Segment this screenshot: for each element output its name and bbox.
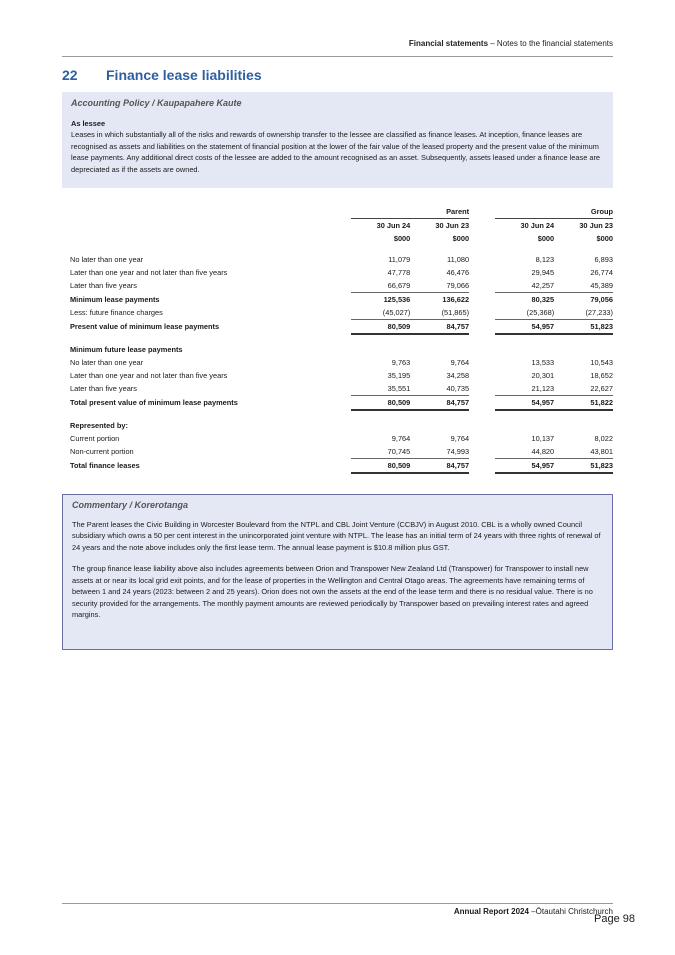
cell: 9,764 bbox=[450, 358, 470, 367]
table-row bbox=[70, 382, 613, 396]
cell: (25,368) bbox=[495, 306, 554, 320]
cell: 54,957 bbox=[495, 459, 554, 474]
page-number: Page 98 bbox=[594, 913, 635, 925]
cell: 80,509 bbox=[351, 396, 410, 411]
cell: 20,301 bbox=[531, 371, 555, 380]
table-row bbox=[70, 459, 613, 474]
footer-location: –Ōtautahi Christchurch bbox=[528, 907, 613, 916]
unit-header-row bbox=[70, 232, 613, 245]
row-label: Later than one year and not later than five years bbox=[70, 268, 228, 277]
row-label: Later than one year and not later than five years bbox=[70, 371, 228, 380]
policy-subheading: As lessee bbox=[71, 118, 106, 128]
cell: 79,056 bbox=[590, 295, 613, 304]
cell: 80,509 bbox=[351, 320, 410, 335]
table-row bbox=[70, 343, 613, 356]
note-number: 22 bbox=[62, 67, 78, 83]
cell: 42,257 bbox=[495, 279, 554, 293]
note-title: Finance lease liabilities bbox=[106, 67, 262, 83]
cell: 34,258 bbox=[446, 371, 470, 380]
row-label: Total finance leases bbox=[70, 461, 140, 471]
cell: 47,778 bbox=[387, 268, 411, 277]
col-date: 30 Jun 23 bbox=[579, 221, 613, 230]
cell: (27,233) bbox=[554, 306, 613, 320]
cell: 40,735 bbox=[410, 382, 469, 396]
table-row bbox=[70, 306, 613, 320]
cell: 10,137 bbox=[531, 434, 555, 443]
cell: 22,627 bbox=[554, 382, 613, 396]
col-date: 30 Jun 24 bbox=[376, 221, 411, 230]
accounting-policy-box bbox=[62, 92, 613, 188]
cell: 80,509 bbox=[351, 459, 410, 474]
cell: 21,123 bbox=[495, 382, 554, 396]
page-title bbox=[62, 67, 613, 83]
table-row bbox=[70, 266, 613, 279]
cell: 9,763 bbox=[391, 358, 411, 367]
cell: 125,536 bbox=[383, 295, 411, 304]
cell: 26,774 bbox=[590, 268, 613, 277]
footer-report-title: Annual Report 2024 bbox=[453, 907, 529, 916]
cell: 66,679 bbox=[351, 279, 410, 293]
group-header-row bbox=[70, 205, 613, 219]
cell: 80,325 bbox=[531, 295, 555, 304]
cell: 74,993 bbox=[410, 445, 469, 459]
cell: 84,757 bbox=[410, 459, 469, 474]
table-row bbox=[70, 279, 613, 293]
table-row bbox=[70, 320, 613, 335]
table-row bbox=[70, 369, 613, 382]
cell: 11,080 bbox=[447, 255, 470, 264]
cell: 8,123 bbox=[535, 255, 555, 264]
section-label: Represented by: bbox=[70, 421, 128, 430]
section-label: Minimum future lease payments bbox=[70, 345, 183, 354]
cell: 18,652 bbox=[590, 371, 613, 380]
header-section: Financial statements bbox=[408, 39, 489, 48]
cell: (51,865) bbox=[410, 306, 469, 320]
row-label: No later than one year bbox=[70, 358, 144, 367]
policy-heading: Accounting Policy / Kaupapahere Kaute bbox=[71, 98, 242, 108]
cell: 44,820 bbox=[495, 445, 554, 459]
table-row bbox=[70, 356, 613, 369]
group-header: Group bbox=[495, 205, 613, 219]
cell: 43,801 bbox=[554, 445, 613, 459]
cell: 79,066 bbox=[410, 279, 469, 293]
cell: 10,543 bbox=[590, 358, 613, 367]
date-header-row bbox=[70, 219, 613, 233]
cell: 6,893 bbox=[594, 255, 613, 264]
commentary-paragraph: The Parent leases the Civic Building in Worcester Boulevard from the NTPL and CBL Joint Venture (CCBJV) in August 2010. CBL is a wholly owned Council subsidiary which owns a 50 per cent interest in the unincorporated joint venture with NTPL. The lease has an initial term of 24 years with three rights of renewal of 24 years and the note above includes only the first lease term. The annual lease payment is $10.8 million plus GST. bbox=[72, 519, 601, 552]
cell: 70,745 bbox=[351, 445, 410, 459]
parent-header: Parent bbox=[351, 205, 469, 219]
row-label: Less: future finance charges bbox=[70, 308, 163, 318]
row-label: Minimum lease payments bbox=[70, 294, 160, 304]
row-label: Later than five years bbox=[70, 384, 137, 394]
cell: 84,757 bbox=[410, 396, 469, 411]
cell: 136,622 bbox=[442, 295, 470, 304]
finance-lease-table bbox=[70, 205, 613, 474]
col-unit: $000 bbox=[537, 234, 555, 243]
cell: 8,022 bbox=[594, 434, 613, 443]
commentary-box bbox=[62, 494, 613, 650]
cell: 84,757 bbox=[410, 320, 469, 335]
cell: 13,533 bbox=[531, 358, 555, 367]
table-row bbox=[70, 432, 613, 445]
col-unit: $000 bbox=[393, 234, 411, 243]
table-row bbox=[70, 253, 613, 266]
cell: (45,027) bbox=[351, 306, 410, 320]
cell: 54,957 bbox=[495, 320, 554, 335]
cell: 9,764 bbox=[391, 434, 411, 443]
row-label: Non-current portion bbox=[70, 447, 134, 457]
cell: 54,957 bbox=[495, 396, 554, 411]
table-row bbox=[70, 396, 613, 411]
cell: 51,823 bbox=[554, 320, 613, 335]
row-label: No later than one year bbox=[70, 255, 144, 264]
row-label: Current portion bbox=[70, 434, 120, 443]
commentary-paragraph: The group finance lease liability above also includes agreements between Orion and Transpower New Zealand Ltd (Transpower) for Transpower to install new assets at or near its local grid exit points, and for the lease of properties in the Wellington and Central Otago areas. The agreements have remaining terms of between 1 and 24 years (2023: between 2 and 25 years). Orion does not own the assets at the end of the lease term and there is no residual value. There is no security provided for the arrangements. The monthly payment amounts are reviewed periodically by Transpower based on prevailing interest rates and agreed margins. bbox=[72, 564, 593, 619]
cell: 11,079 bbox=[388, 255, 411, 264]
row-label: Later than five years bbox=[70, 281, 137, 291]
page-footer bbox=[62, 903, 613, 916]
cell: 9,764 bbox=[450, 434, 470, 443]
cell: 35,551 bbox=[351, 382, 410, 396]
col-date: 30 Jun 23 bbox=[435, 221, 470, 230]
commentary-heading: Commentary / Korerotanga bbox=[72, 500, 189, 510]
table-row bbox=[70, 293, 613, 307]
cell: 29,945 bbox=[531, 268, 555, 277]
col-unit: $000 bbox=[596, 234, 613, 243]
table-row bbox=[70, 419, 613, 432]
row-label: Present value of minimum lease payments bbox=[70, 322, 220, 332]
policy-body: Leases in which substantially all of the risks and rewards of ownership transfer to the lessee are classified as finance leases. At inception, finance leases are recognised as assets and liabilities on the statement of financial position at the lower of the fair value of the leased property and the present value of the minimum lease payments. Any additional direct costs of the lessee are added to the amount recognised as an asset. Subsequently, assets leased under a finance lease are depreciated as if the assets are owned. bbox=[71, 130, 601, 174]
header-subsection: – Notes to the financial statements bbox=[488, 39, 613, 48]
row-label: Total present value of minimum lease payments bbox=[70, 398, 238, 408]
col-date: 30 Jun 24 bbox=[520, 221, 555, 230]
cell: 45,389 bbox=[554, 279, 613, 293]
cell: 35,195 bbox=[387, 371, 411, 380]
cell: 46,476 bbox=[446, 268, 470, 277]
page-header bbox=[62, 39, 613, 57]
col-unit: $000 bbox=[452, 234, 470, 243]
table-row bbox=[70, 445, 613, 459]
cell: 51,822 bbox=[554, 396, 613, 411]
cell: 51,823 bbox=[554, 459, 613, 474]
